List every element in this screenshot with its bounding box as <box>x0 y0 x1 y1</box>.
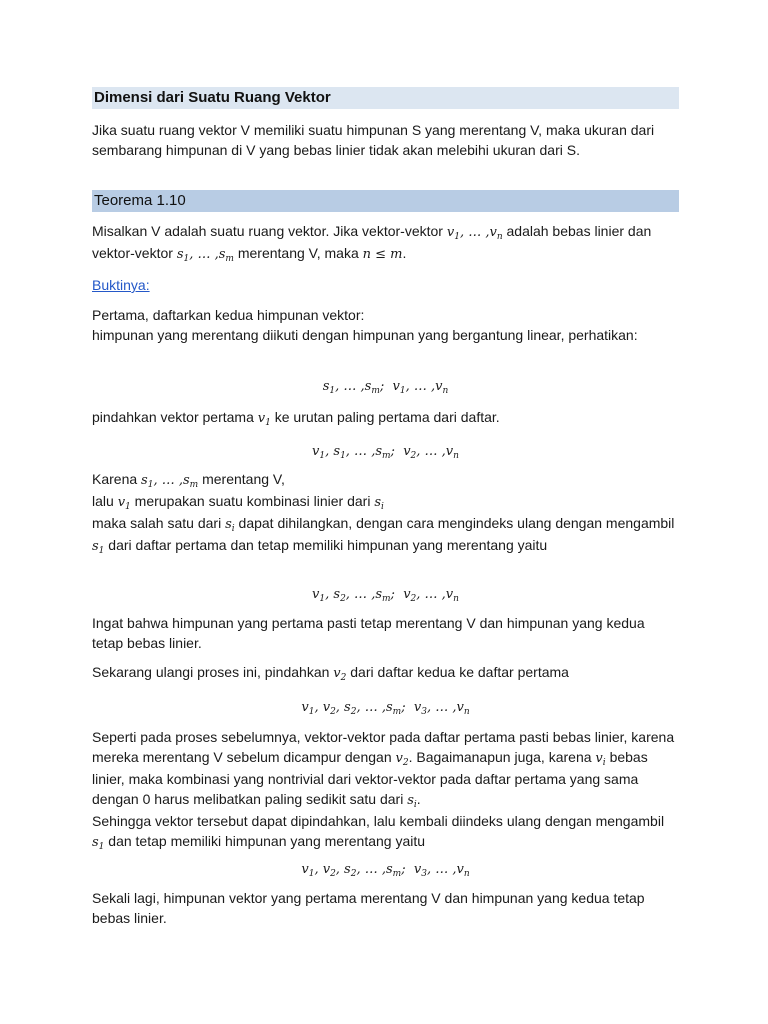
equation-3: $v_1$, $s_2$, … $,s_m$; $v_2$, … $,v_n$ <box>312 587 459 604</box>
proof-paragraph-2: pindahkan vektor pertama $v_1$ ke urutan paling pertama dari daftar. <box>92 409 500 428</box>
proof-paragraph-3: Karena $s_1$, … $,s_m$ merentang V, lalu $v_1$ merupakan suatu kombinasi linier dari $s_i$ maka salah satu dari $s_i$ dapat dihilangkan, dengan cara mengindeks ulang dengan mengambil $s_1$ dari daftar pertama dan tetap memiliki himpunan yang merentang yaitu <box>92 471 675 556</box>
proof-paragraph-1: Pertama, daftarkan kedua himpunan vektor: himpunan yang merentang diikuti dengan himpunan yang bergantung linear, perhatikan: <box>92 307 638 343</box>
intro-paragraph: Jika suatu ruang vektor V memiliki suatu himpunan S yang merentang V, maka ukuran dari sembarang himpunan di V yang bebas linier tidak akan melebihi ukuran dari S. <box>92 122 655 158</box>
equation-1: $s_1$, … $,s_m$; $v_1$, … $,v_n$ <box>322 379 449 396</box>
proof-paragraph-6: Seperti pada proses sebelumnya, vektor-vektor pada daftar pertama pasti bebas linier, karena mereka merentang V sebelum dicampur dengan $v_2$. Bagaimanapun juga, karena $v_i$ bebas linier, maka kombinasi yang nontrivial dari vektor-vektor pada daftar pertama yang sama dengan 0 harus melibatkan paling sedikit satu dari $s_i$. Sehingga vektor tersebut dapat dipindahkan, lalu kembali diindeks ulang dengan mengambil $s_1$ dan tetap memiliki himpunan yang merentang yaitu <box>92 729 675 852</box>
section-heading: Dimensi dari Suatu Ruang Vektor <box>92 87 679 109</box>
proof-paragraph-5: Sekarang ulangi proses ini, pindahkan $v_2$ dari daftar kedua ke daftar pertama <box>92 664 569 683</box>
equation-5: $v_1$, $v_2$, $s_2$, … $,s_m$; $v_3$, … $,v_n$ <box>301 862 470 879</box>
equation-4: $v_1$, $v_2$, $s_2$, … $,s_m$; $v_3$, … $,v_n$ <box>301 700 470 717</box>
proof-paragraph-4: Ingat bahwa himpunan yang pertama pasti tetap merentang V dan himpunan yang kedua tetap bebas linier. <box>92 615 645 651</box>
theorem-heading: Teorema 1.10 <box>92 190 679 212</box>
equation-2: $v_1$, $s_1$, … $,s_m$; $v_2$, … $,v_n$ <box>312 444 459 461</box>
proof-label[interactable]: Buktinya: <box>92 277 150 293</box>
proof-paragraph-7: Sekali lagi, himpunan vektor yang pertama merentang V dan himpunan yang kedua tetap bebas linier. <box>92 890 645 926</box>
theorem-statement: Misalkan V adalah suatu ruang vektor. Jika vektor-vektor $v_1$, … $,v_n$ adalah bebas linier dan vektor-vektor $s_1$, … $,s_m$ merentang V, maka n ≤ m. <box>92 223 652 264</box>
